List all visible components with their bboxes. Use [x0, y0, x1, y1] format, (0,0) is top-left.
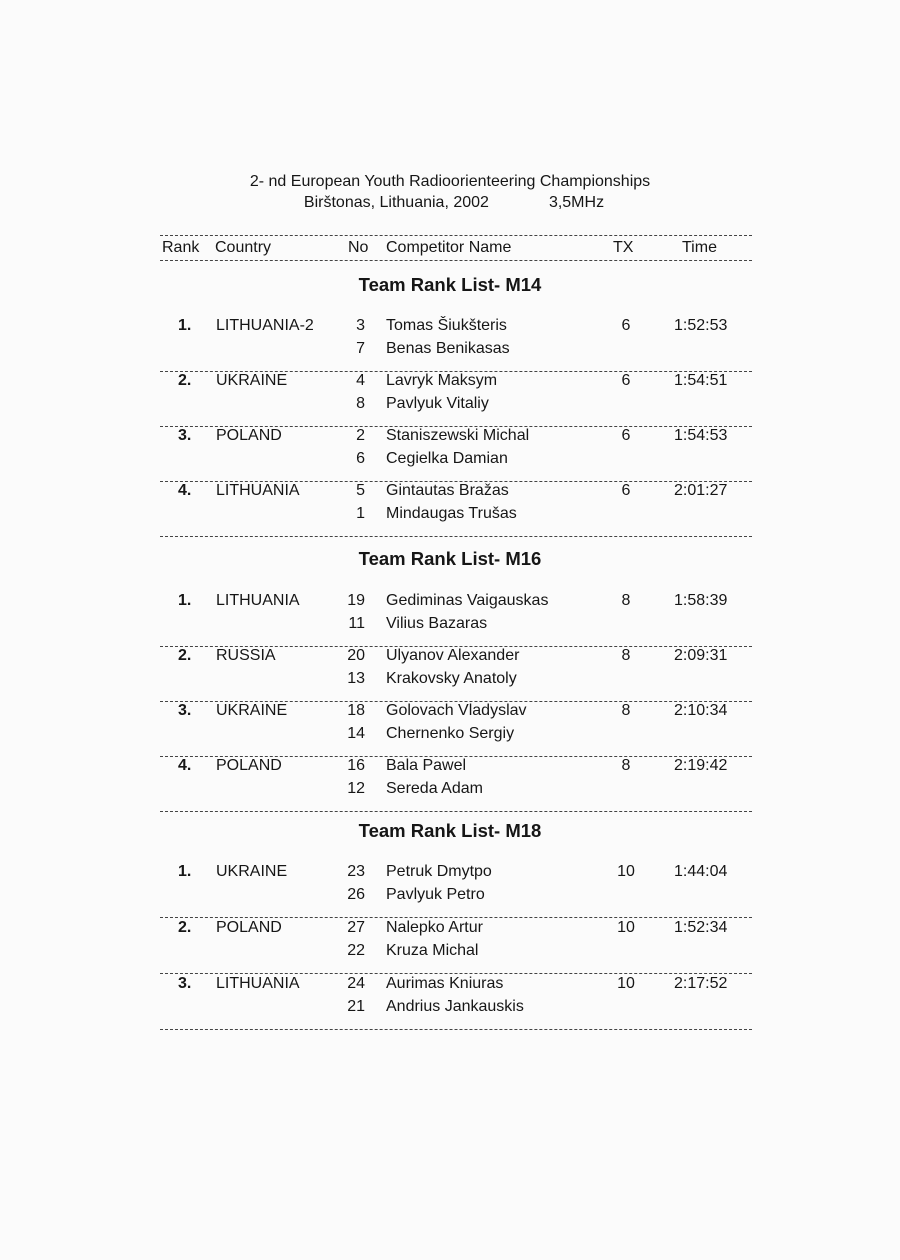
- competitor-number: 18: [347, 702, 365, 719]
- competitor-number: 1: [356, 505, 365, 522]
- section-title-m18: Team Rank List- M18: [358, 820, 542, 841]
- team-tx: 8: [621, 702, 631, 719]
- team-tx: 10: [617, 975, 635, 992]
- competitor-number: 14: [347, 725, 365, 742]
- team-rank: 1.: [178, 317, 192, 334]
- header-subline: [0, 192, 900, 213]
- team-row: [160, 482, 752, 537]
- team-country: UKRAINE: [216, 372, 288, 389]
- competitor-name: Krakovsky Anatoly: [386, 670, 517, 687]
- team-tx: 6: [621, 482, 631, 499]
- team-rank: 2.: [178, 919, 192, 936]
- column-competitor-name: Competitor Name: [386, 239, 512, 256]
- competitor-name: Golovach Vladyslav: [386, 702, 527, 719]
- competitor-name: Tomas Šiukšteris: [386, 317, 507, 334]
- team-row: [160, 592, 752, 647]
- column-country: Country: [215, 239, 272, 256]
- competitor-name: Nalepko Artur: [386, 919, 483, 936]
- team-time: 2:19:42: [674, 757, 728, 774]
- team-time: 1:52:34: [674, 919, 728, 936]
- competitor-name: Bala Pawel: [386, 757, 467, 774]
- page-header: [0, 171, 900, 213]
- competitor-name: Ulyanov Alexander: [386, 647, 520, 664]
- team-time: 2:01:27: [674, 482, 728, 499]
- competitor-number: 11: [348, 615, 365, 632]
- team-tx: 6: [621, 317, 631, 334]
- team-row: [160, 919, 752, 974]
- team-country: UKRAINE: [216, 863, 288, 880]
- team-rank: 1.: [178, 592, 192, 609]
- team-rank: 4.: [178, 482, 192, 499]
- competitor-number: 7: [356, 340, 365, 357]
- competitor-name: Andrius Jankauskis: [386, 998, 524, 1015]
- team-row: [160, 372, 752, 427]
- team-time: 1:54:53: [674, 427, 728, 444]
- team-row: [160, 317, 752, 372]
- team-country: POLAND: [216, 427, 282, 444]
- competitor-number: 26: [347, 886, 365, 903]
- team-country: UKRAINE: [216, 702, 288, 719]
- competitor-name: Chernenko Sergiy: [386, 725, 515, 742]
- competitor-name: Staniszewski Michal: [386, 427, 530, 444]
- competitor-number: 22: [347, 942, 365, 959]
- event-frequency: 3,5MHz: [548, 194, 605, 211]
- team-country: RUSSIA: [216, 647, 276, 664]
- team-time: 1:58:39: [674, 592, 728, 609]
- column-header-row: [160, 235, 752, 261]
- competitor-number: 23: [347, 863, 365, 880]
- competitor-number: 27: [347, 919, 365, 936]
- column-tx: TX: [613, 239, 634, 256]
- team-tx: 10: [617, 863, 635, 880]
- competitor-number: 21: [347, 998, 365, 1015]
- competitor-name: Lavryk Maksym: [386, 372, 498, 389]
- competitor-number: 4: [356, 372, 365, 389]
- team-tx: 8: [621, 647, 631, 664]
- team-time: 2:10:34: [674, 702, 728, 719]
- competitor-name: Vilius Bazaras: [386, 615, 488, 632]
- team-country: LITHUANIA: [216, 482, 300, 499]
- section-title-m16: Team Rank List- M16: [358, 548, 542, 569]
- team-rank: 3.: [178, 702, 192, 719]
- competitor-number: 16: [347, 757, 365, 774]
- competitor-name: Petruk Dmytpo: [386, 863, 492, 880]
- competitor-number: 8: [356, 395, 365, 412]
- team-time: 1:54:51: [674, 372, 728, 389]
- team-rank: 2.: [178, 647, 192, 664]
- team-time: 2:09:31: [674, 647, 728, 664]
- competitor-name: Kruza Michal: [386, 942, 479, 959]
- competitor-number: 3: [356, 317, 365, 334]
- team-row: [160, 975, 752, 1030]
- championship-title: 2- nd European Youth Radioorienteering Championships: [249, 173, 651, 190]
- competitor-name: Mindaugas Trušas: [386, 505, 517, 522]
- team-tx: 6: [621, 372, 631, 389]
- competitor-number: 13: [347, 670, 365, 687]
- team-row: [160, 863, 752, 918]
- team-country: LITHUANIA: [216, 975, 300, 992]
- team-row: [160, 647, 752, 702]
- team-tx: 8: [621, 592, 631, 609]
- team-tx: 8: [621, 757, 631, 774]
- competitor-number: 2: [356, 427, 365, 444]
- team-rank: 3.: [178, 975, 192, 992]
- event-location: Birštonas, Lithuania, 2002: [303, 194, 489, 211]
- competitor-number: 19: [347, 592, 365, 609]
- competitor-name: Gediminas Vaigauskas: [386, 592, 549, 609]
- competitor-number: 24: [347, 975, 365, 992]
- competitor-number: 6: [356, 450, 365, 467]
- team-country: LITHUANIA: [216, 592, 300, 609]
- column-rank: Rank: [162, 239, 200, 256]
- competitor-name: Sereda Adam: [386, 780, 483, 797]
- competitor-number: 12: [347, 780, 365, 797]
- team-country: POLAND: [216, 757, 282, 774]
- column-no: No: [348, 239, 369, 256]
- section-title-m14: Team Rank List- M14: [358, 274, 542, 295]
- team-time: 1:52:53: [674, 317, 728, 334]
- competitor-number: 20: [347, 647, 365, 664]
- team-time: 2:17:52: [674, 975, 728, 992]
- team-rank: 1.: [178, 863, 192, 880]
- team-country: LITHUANIA-2: [216, 317, 314, 334]
- team-row: [160, 702, 752, 757]
- competitor-name: Gintautas Bražas: [386, 482, 509, 499]
- team-row: [160, 757, 752, 812]
- competitor-name: Aurimas Kniuras: [386, 975, 504, 992]
- competitor-name: Pavlyuk Petro: [386, 886, 485, 903]
- team-row: [160, 427, 752, 482]
- team-tx: 6: [621, 427, 631, 444]
- competitor-name: Cegielka Damian: [386, 450, 508, 467]
- column-time: Time: [682, 239, 717, 256]
- competitor-number: 5: [356, 482, 365, 499]
- team-time: 1:44:04: [674, 863, 728, 880]
- team-rank: 4.: [178, 757, 192, 774]
- team-tx: 10: [617, 919, 635, 936]
- team-country: POLAND: [216, 919, 282, 936]
- team-rank: 3.: [178, 427, 192, 444]
- competitor-name: Pavlyuk Vitaliy: [386, 395, 489, 412]
- competitor-name: Benas Benikasas: [386, 340, 510, 357]
- team-rank: 2.: [178, 372, 192, 389]
